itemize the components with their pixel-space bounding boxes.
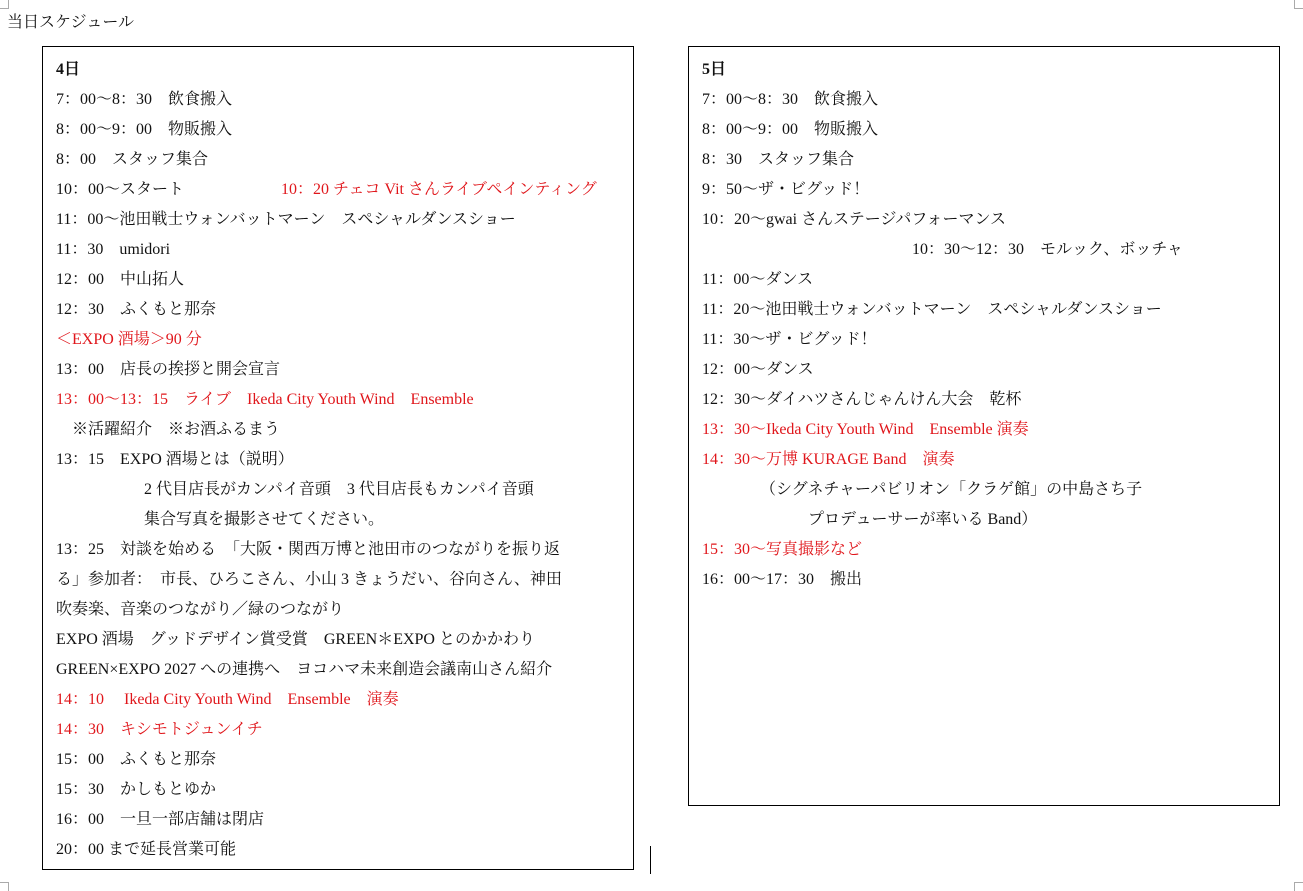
schedule-line — [56, 835, 633, 865]
schedule-line — [56, 565, 633, 595]
schedule-line-text: 8：00 スタッフ集合 — [56, 151, 209, 168]
schedule-line — [702, 385, 1279, 415]
schedule-line-text: 7：00〜8：30 飲食搬入 — [702, 91, 879, 108]
day5-schedule-box — [688, 46, 1280, 806]
schedule-line — [702, 355, 1279, 385]
page-corner-mark — [1294, 882, 1303, 891]
schedule-line — [56, 85, 633, 115]
schedule-line-text: 13：15 EXPO 酒場とは（説明） — [56, 451, 294, 468]
schedule-line-text: 12：00 中山拓人 — [56, 271, 185, 288]
schedule-line-text: 13：00〜13：15 ライブ Ikeda City Youth Wind Ensemble — [56, 391, 474, 408]
schedule-line-text: プロデューサーが率いる Band） — [808, 511, 1038, 528]
schedule-line-text: 15：00 ふくもと那奈 — [56, 751, 217, 768]
schedule-line — [702, 565, 1279, 595]
schedule-line-text: 20：00 まで延長営業可能 — [56, 841, 237, 858]
schedule-line-text: 7：00〜8：30 飲食搬入 — [56, 91, 233, 108]
schedule-line-text: 12：30〜ダイハツさんじゃんけん大会 乾杯 — [702, 391, 1022, 408]
text-cursor — [650, 846, 651, 874]
schedule-line — [56, 295, 633, 325]
schedule-line-text: 15：30〜写真撮影など — [702, 541, 863, 558]
schedule-line — [56, 535, 633, 565]
schedule-line-text: 13：25 対談を始める 「大阪・関西万博と池田市のつながりを振り返 — [56, 541, 561, 558]
schedule-line-text: 11：20〜池田戦士ウォンバットマーン スペシャルダンスショー — [702, 301, 1162, 318]
schedule-line — [702, 205, 1279, 235]
schedule-line-text: 14：30 キシモトジュンイチ — [56, 721, 263, 738]
schedule-line — [56, 475, 633, 505]
schedule-line-text: 16：00〜17：30 搬出 — [702, 571, 863, 588]
schedule-line — [702, 445, 1279, 475]
document-title: 当日スケジュール — [7, 12, 135, 31]
schedule-line-text: 10：00〜スタート — [56, 181, 185, 198]
schedule-line — [702, 175, 1279, 205]
schedule-line — [702, 325, 1279, 355]
schedule-line-text: 8：00〜9：00 物販搬入 — [56, 121, 233, 138]
schedule-line-text: 12：00〜ダンス — [702, 361, 814, 378]
schedule-line-text: ＜EXPO 酒場＞90 分 — [56, 331, 202, 348]
day5-heading: 5日 — [702, 61, 727, 78]
schedule-line-text: ※活躍紹介 ※お酒ふるまう — [72, 421, 281, 438]
schedule-line-text: 吹奏楽、音楽のつながり／緑のつながり — [56, 601, 345, 618]
schedule-line — [56, 235, 633, 265]
schedule-line — [56, 715, 633, 745]
schedule-line — [56, 625, 633, 655]
schedule-line-extra: 10：20 チェコ Vit さんライブペインティング — [281, 181, 597, 198]
schedule-line-text: 2 代目店長がカンパイ音頭 3 代目店長もカンパイ音頭 — [144, 481, 534, 498]
schedule-line-text: 15：30 かしもとゆか — [56, 781, 217, 798]
schedule-line — [56, 415, 633, 445]
schedule-line — [56, 685, 633, 715]
schedule-line-text: 8：30 スタッフ集合 — [702, 151, 855, 168]
page-corner-mark — [0, 0, 9, 9]
schedule-line — [56, 265, 633, 295]
schedule-line — [702, 475, 1279, 505]
schedule-line — [56, 655, 633, 685]
schedule-line — [56, 175, 633, 205]
schedule-line-text: 11：30〜ザ・ビグッド！ — [702, 331, 877, 348]
schedule-line — [702, 505, 1279, 535]
schedule-line — [56, 115, 633, 145]
schedule-line-text: 10：30〜12：30 モルック、ボッチャ — [912, 241, 1183, 258]
schedule-line-text: 12：30 ふくもと那奈 — [56, 301, 217, 318]
schedule-line-text: 11：30 umidori — [56, 241, 171, 258]
schedule-line-text: 8：00〜9：00 物販搬入 — [702, 121, 879, 138]
schedule-line-text: GREEN×EXPO 2027 への連携へ ヨコハマ未来創造会議南山さん紹介 — [56, 661, 553, 678]
schedule-line-text: 13：30〜Ikeda City Youth Wind Ensemble 演奏 — [702, 421, 1029, 438]
schedule-line — [702, 295, 1279, 325]
schedule-line-text: 13：00 店長の挨拶と開会宣言 — [56, 361, 281, 378]
schedule-line — [702, 115, 1279, 145]
schedule-line-text: 10：20〜gwai さんステージパフォーマンス — [702, 211, 1007, 228]
schedule-line-text: EXPO 酒場 グッドデザイン賞受賞 GREEN＊EXPO とのかかわり — [56, 631, 535, 648]
schedule-line — [702, 145, 1279, 175]
schedule-line-text: 14：30〜万博 KURAGE Band 演奏 — [702, 451, 955, 468]
schedule-line — [56, 505, 633, 535]
day4-heading: 4日 — [56, 61, 81, 78]
schedule-line — [56, 745, 633, 775]
schedule-line-text: 9：50〜ザ・ビグッド！ — [702, 181, 870, 198]
schedule-line — [56, 145, 633, 175]
day5-lines — [702, 85, 1279, 595]
schedule-line-text: （シグネチャーパビリオン「クラゲ館」の中島さち子 — [760, 481, 1143, 498]
schedule-line — [56, 775, 633, 805]
schedule-line-text: 11：00〜池田戦士ウォンバットマーン スペシャルダンスショー — [56, 211, 516, 228]
schedule-line-text: 16：00 一旦一部店舗は閉店 — [56, 811, 265, 828]
schedule-line — [702, 85, 1279, 115]
schedule-line — [56, 805, 633, 835]
schedule-line-text: 11：00〜ダンス — [702, 271, 814, 288]
day4-lines — [56, 85, 633, 865]
schedule-line — [56, 205, 633, 235]
schedule-line — [56, 325, 633, 355]
schedule-line — [702, 265, 1279, 295]
schedule-line — [702, 415, 1279, 445]
schedule-line-text: 14：10 Ikeda City Youth Wind Ensemble 演奏 — [56, 691, 399, 708]
schedule-line — [56, 595, 633, 625]
schedule-line-text: る」参加者： 市長、ひろこさん、小山 3 きょうだい、谷向さん、神田 — [56, 571, 562, 588]
schedule-line-text: 集合写真を撮影させてください。 — [144, 511, 385, 528]
schedule-line — [56, 445, 633, 475]
page-corner-mark — [0, 882, 9, 891]
page-corner-mark — [1294, 0, 1303, 9]
day4-schedule-box — [42, 46, 634, 870]
schedule-line — [702, 235, 1279, 265]
schedule-line — [56, 385, 633, 415]
schedule-line — [702, 535, 1279, 565]
schedule-line — [56, 355, 633, 385]
